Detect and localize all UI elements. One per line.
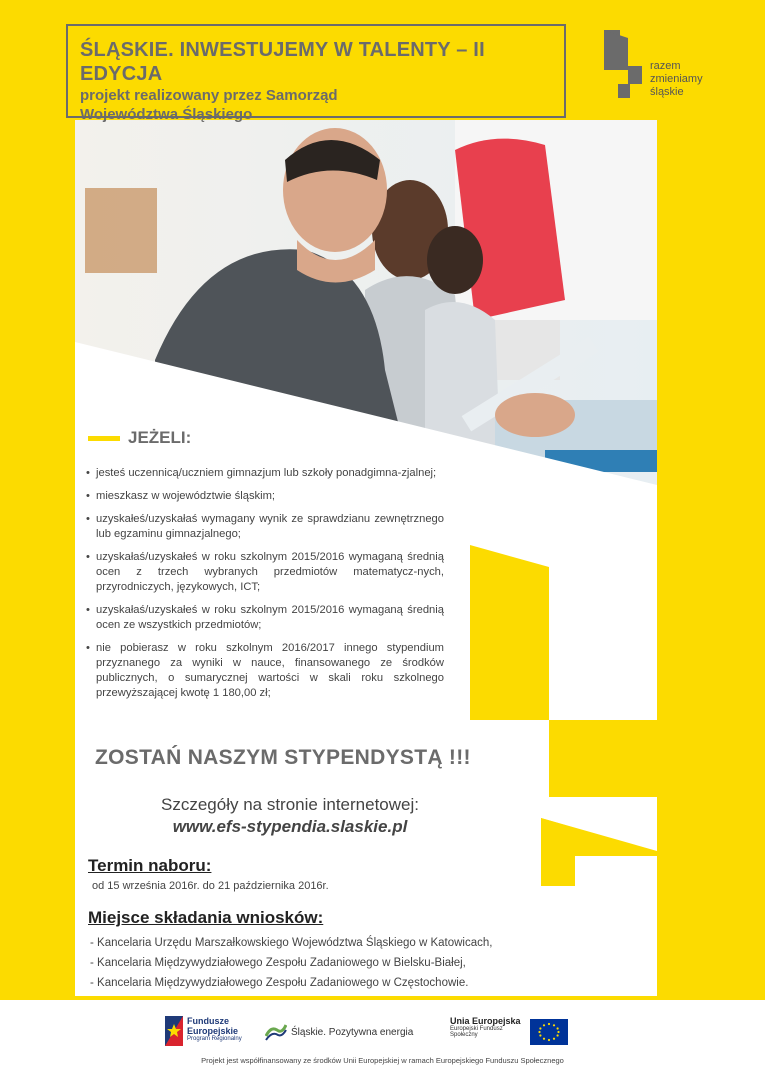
ue-line-2: Europejski Fundusz Społeczny	[450, 1026, 503, 1038]
places-list	[90, 933, 492, 993]
brand-mark-icon	[604, 30, 646, 100]
condition-item: • uzyskałeś/uzyskałaś wymagany wynik ze sprawdzianu zewnętrznego lub egzaminu gimnazjalnego;	[86, 512, 444, 542]
heading-accent-bar	[88, 436, 120, 441]
subtitle-line-1: projekt realizowany przez Samorząd	[80, 87, 338, 104]
brand-text	[650, 60, 703, 99]
eu-flag-icon	[530, 1016, 568, 1048]
term-heading: Termin naboru:	[88, 856, 212, 875]
brand-line-1: razem	[650, 60, 681, 72]
ue-line-1: Unia Europejska	[450, 1016, 521, 1026]
details-block	[75, 794, 505, 838]
brand-line-3: śląskie	[650, 86, 684, 98]
conditions-list	[86, 466, 444, 709]
fe-logo	[165, 1016, 260, 1048]
condition-item: • uzyskałaś/uzyskałeś w roku szkolnym 2015/2016 wymaganą średnią ocen ze wszystkich przedmiotów;	[86, 603, 444, 633]
website-link[interactable]: www.efs-stypendia.slaskie.pl	[172, 817, 408, 836]
condition-item: • nie pobierasz w roku szkolnym 2016/2017 innego stypendium przyznanego za wyniki w nauce, finansowanego ze środków publicznych, o sumarycznej wartości w skali roku szkolnego przewyższającej kwotę 1 180,00 zł;	[86, 641, 444, 701]
condition-item: • mieszkasz w województwie śląskim;	[86, 489, 444, 504]
places-heading: Miejsce składania wniosków:	[88, 908, 324, 927]
call-to-action: ZOSTAŃ NASZYM STYPENDYSTĄ !!!	[95, 746, 471, 769]
footer	[0, 1000, 765, 1080]
slaskie-wave-icon	[265, 1022, 287, 1042]
ue-text-block	[450, 1016, 530, 1048]
slaskie-text: Śląskie. Pozytywna energia	[291, 1027, 414, 1038]
fe-line-3: Program Regionalny	[187, 1036, 242, 1042]
slaskie-logo	[265, 1016, 425, 1048]
page-title: ŚLĄSKIE. INWESTUJEMY W TALENTY – II EDYCJA	[80, 39, 485, 85]
condition-item: • uzyskałaś/uzyskałeś w roku szkolnym 2015/2016 wymaganą średnią ocen z trzech wybranych przedmiotów matematycz-nych, przyrodniczych, językowych, ICT;	[86, 550, 444, 595]
footer-note: Projekt jest współfinansowany ze środków Unii Europejskiej w ramach Europejskiego Funduszu Społecznego	[201, 1056, 564, 1065]
fe-line-1: Fundusze	[187, 1016, 229, 1026]
term-value: od 15 września 2016r. do 21 października 2016r.	[92, 880, 329, 892]
brand-logo	[604, 30, 714, 110]
place-item: - Kancelaria Urzędu Marszałkowskiego Województwa Śląskiego w Katowicach,	[90, 937, 493, 949]
place-item: - Kancelaria Międzywydziałowego Zespołu Zadaniowego w Częstochowie.	[90, 977, 469, 989]
fe-star-icon	[165, 1016, 183, 1046]
conditions-heading-text: JEŻELI:	[128, 428, 192, 447]
title-box	[66, 24, 566, 123]
fe-line-2: Europejskie	[187, 1026, 239, 1036]
conditions-heading	[88, 428, 191, 448]
condition-item: • jesteś uczennicą/uczniem gimnazjum lub szkoły ponadgimna-zjalnej;	[86, 466, 444, 481]
brand-line-2: zmieniamy	[650, 73, 703, 85]
subtitle-line-2: Województwa Śląskiego	[80, 106, 253, 123]
place-item: - Kancelaria Międzywydziałowego Zespołu Zadaniowego w Bielsku-Białej,	[90, 957, 466, 969]
details-text: Szczegóły na stronie internetowej:	[161, 795, 419, 814]
